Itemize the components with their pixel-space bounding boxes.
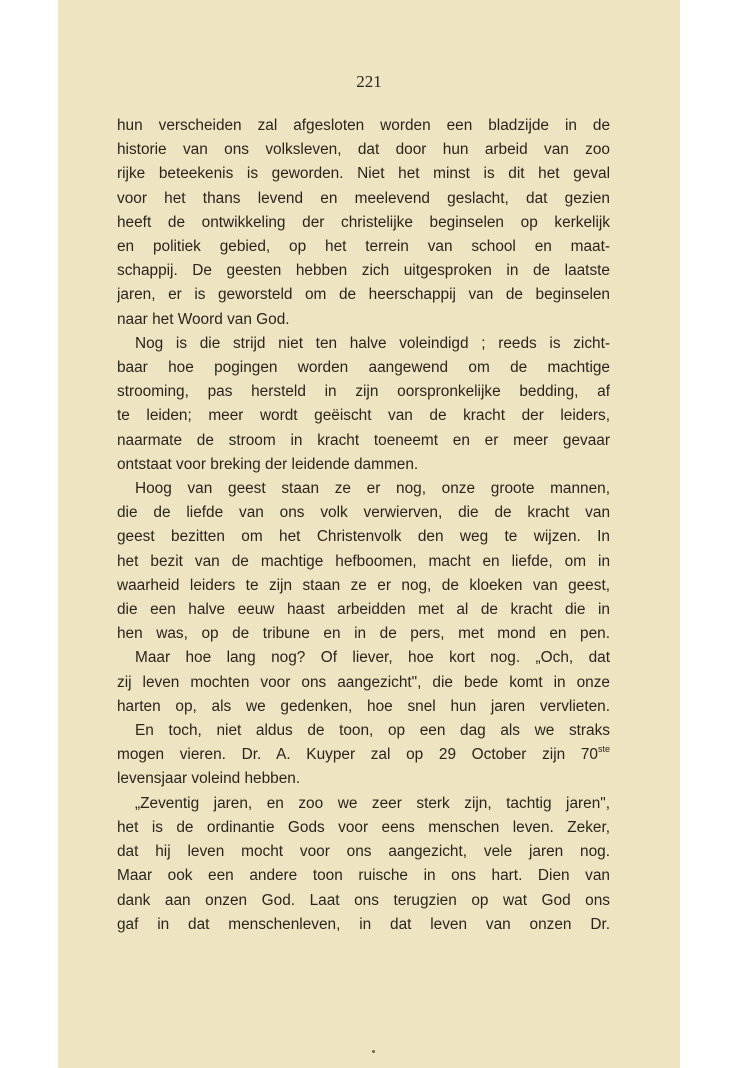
text-line <box>117 114 610 138</box>
text-line-content: schappij. De geesten hebben zich uitgesproken in de laatste <box>117 262 610 280</box>
text-line-content: historie van ons volksleven, dat door hun arbeid van zoo <box>117 141 610 159</box>
text-line-content: ontstaat voor breking der leidende dammen. <box>117 455 419 473</box>
text-line-content: levensjaar voleind hebben. <box>117 770 301 788</box>
text-line-content: strooming, pas hersteld in zijn oorspronkelijke bedding, af <box>117 383 610 401</box>
page-number: 221 <box>356 72 382 91</box>
text-line <box>117 429 610 453</box>
text-line-content: rijke beteekenis is geworden. Niet het minst is dit het geval <box>117 165 610 183</box>
text-line-content: baar hoe pogingen worden aangewend om de machtige <box>117 359 610 377</box>
text-line-content: Maar hoe lang nog? Of liever, hoe kort nog. „Och, dat <box>135 649 610 667</box>
text-line <box>117 404 610 428</box>
text-line-content: „Zeventig jaren, en zoo we zeer sterk zijn, tachtig jaren", <box>135 794 610 812</box>
text-line <box>117 622 610 646</box>
text-line <box>117 671 610 695</box>
text-line-content: jaren, er is geworsteld om de heerschappij van de beginselen <box>117 286 610 304</box>
text-line-content: mogen vieren. Dr. A. Kuyper zal op 29 October zijn 70 <box>117 746 598 764</box>
text-line-content: hen was, op de tribune en in de pers, met mond en pen. <box>117 625 610 643</box>
text-line-content: harten op, als we gedenken, hoe snel hun jaren vervlieten. <box>117 697 610 715</box>
paper-speck <box>372 1050 375 1053</box>
text-line-content: te leiden; meer wordt geëischt van de kracht der leiders, <box>117 407 610 425</box>
text-line-content: Hoog van geest staan ze er nog, onze groote mannen, <box>135 480 610 498</box>
text-line <box>117 646 610 670</box>
text-line <box>117 138 610 162</box>
text-line-content: geest bezitten om het Christenvolk den weg te wijzen. In <box>117 528 610 546</box>
text-line-content: dank aan onzen God. Laat ons terugzien op wat God ons <box>117 891 610 909</box>
text-line-content: waarheid leiders te zijn staan ze er nog, de kloeken van geest, <box>117 576 610 594</box>
text-line-content: en politiek gebied, op het terrein van school en maat- <box>117 238 610 256</box>
text-line <box>117 792 610 816</box>
text-line <box>117 380 610 404</box>
text-line <box>117 332 610 356</box>
text-line-content: gaf in dat menschenleven, in dat leven van onzen Dr. <box>117 915 610 933</box>
text-line-content: voor het thans levend en meelevend geslacht, dat gezien <box>117 189 610 207</box>
text-line-content: naar het Woord van God. <box>117 310 290 328</box>
text-line <box>117 889 610 913</box>
text-line <box>117 913 610 937</box>
text-line <box>117 501 610 525</box>
text-line <box>117 259 610 283</box>
text-line-content: Maar ook een andere toon ruische in ons hart. Dien van <box>117 867 610 885</box>
text-line <box>117 356 610 380</box>
text-line <box>117 308 610 332</box>
text-line <box>117 453 610 477</box>
text-line-content: die een halve eeuw haast arbeidden met al de kracht die in <box>117 601 610 619</box>
text-line <box>117 767 610 791</box>
body-text <box>117 114 610 937</box>
book-page <box>58 0 680 1068</box>
text-line-content: zij leven mochten voor ons aangezicht", die bede komt in onze <box>117 673 610 691</box>
superscript: ste <box>597 744 610 755</box>
text-line-content: dat hij leven mocht voor ons aangezicht, vele jaren nog. <box>117 843 610 861</box>
text-line <box>117 695 610 719</box>
text-line <box>117 743 610 767</box>
text-line <box>117 840 610 864</box>
text-line-content: En toch, niet aldus de toon, op een dag als we straks <box>135 722 610 740</box>
text-line <box>117 187 610 211</box>
text-line-content: Nog is die strijd niet ten halve voleindigd ; reeds is zicht- <box>135 334 610 352</box>
text-line <box>117 211 610 235</box>
text-line-content: heeft de ontwikkeling der christelijke beginselen op kerkelijk <box>117 213 610 231</box>
text-line <box>117 816 610 840</box>
text-line <box>117 719 610 743</box>
text-line-content: het bezit van de machtige hefboomen, macht en liefde, om in <box>117 552 610 570</box>
text-line-content: hun verscheiden zal afgesloten worden een bladzijde in de <box>117 117 610 134</box>
text-line <box>117 550 610 574</box>
text-line <box>117 525 610 549</box>
text-line-content: die de liefde van ons volk verwierven, die de kracht van <box>117 504 610 522</box>
text-line <box>117 283 610 307</box>
text-line-content: het is de ordinantie Gods voor eens menschen leven. Zeker, <box>117 818 610 836</box>
text-line <box>117 477 610 501</box>
text-line-content: naarmate de stroom in kracht toeneemt en er meer gevaar <box>117 431 610 449</box>
text-line <box>117 235 610 259</box>
text-line <box>117 162 610 186</box>
text-line <box>117 864 610 888</box>
text-line <box>117 598 610 622</box>
text-line <box>117 574 610 598</box>
